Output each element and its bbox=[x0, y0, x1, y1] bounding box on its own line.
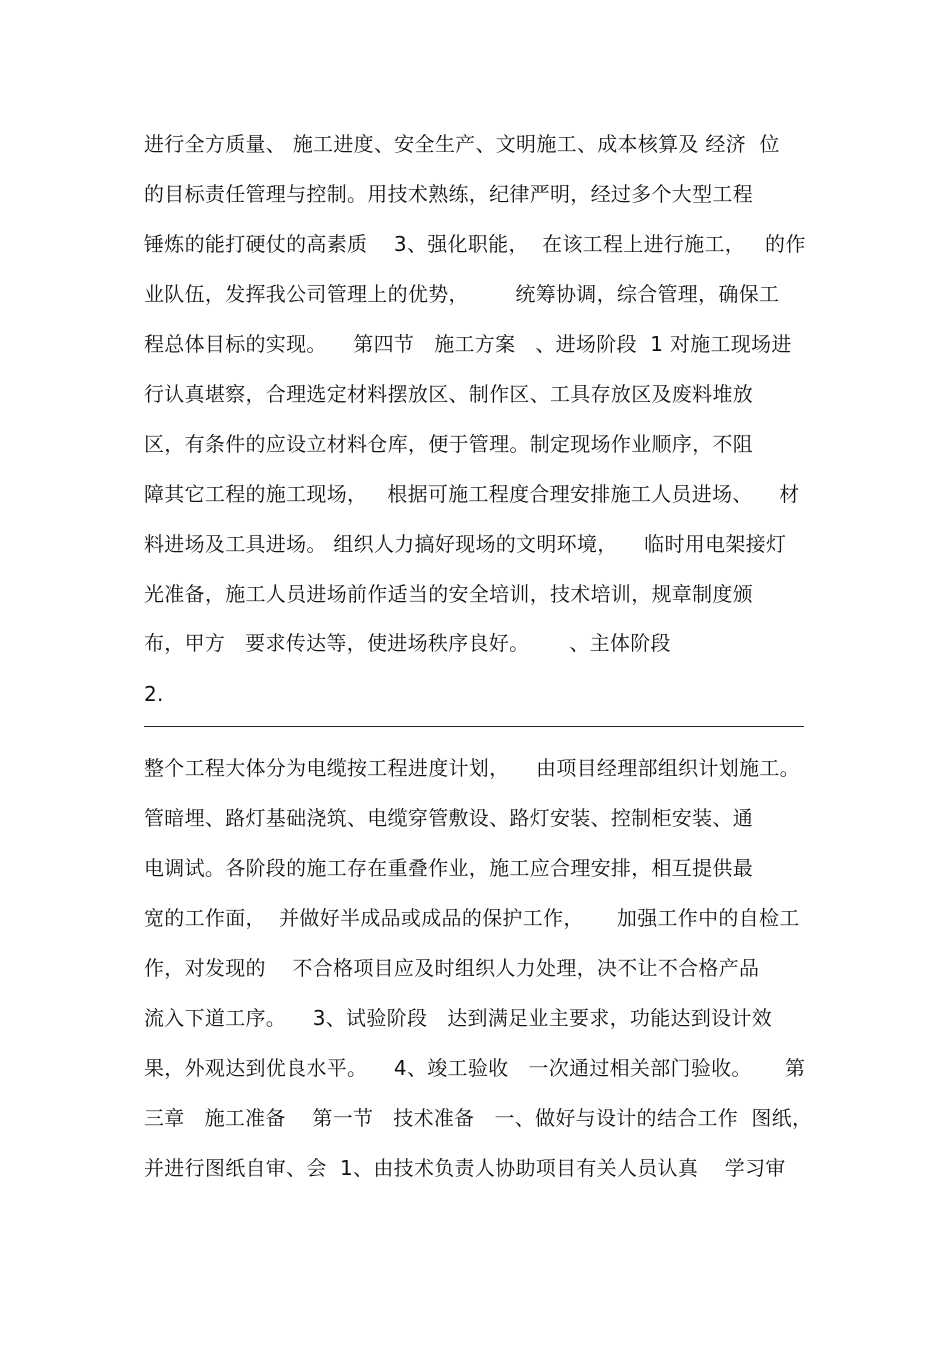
text-line: 行认真堪察，合理选定材料摆放区、制作区、工具存放区及废料堆放 bbox=[144, 382, 753, 406]
text-line: 宽的工作面， 并做好半成品或成品的保护工作， 加强工作中的自检工 bbox=[144, 906, 800, 930]
text-line: 2. bbox=[144, 682, 164, 706]
text-line: 流入下道工序。 3、试验阶段 达到满足业主要求，功能达到设计效 bbox=[144, 1006, 773, 1030]
text-line: 锤炼的能打硬仗的高素质 3、强化职能， 在该工程上进行施工， 的作 bbox=[144, 232, 806, 256]
text-line: 业队伍，发挥我公司管理上的优势， 统筹协调，综合管理，确保工 bbox=[144, 282, 780, 306]
text-line: 的目标责任管理与控制。用技术熟练，纪律严明，经过多个大型工程 bbox=[144, 182, 753, 206]
text-line: 布，甲方 要求传达等，使进场秩序良好。 、主体阶段 bbox=[144, 631, 671, 655]
text-line: 电调试。各阶段的施工存在重叠作业，施工应合理安排，相互提供最 bbox=[144, 856, 753, 880]
text-line: 障其它工程的施工现场， 根据可施工程度合理安排施工人员进场、 材 bbox=[144, 482, 800, 506]
text-line: 并进行图纸自审、会 1、由技术负责人协助项目有关人员认真 学习审 bbox=[144, 1156, 786, 1180]
text-line: 整个工程大体分为电缆按工程进度计划， 由项目经理部组织计划施工。 bbox=[144, 756, 800, 780]
text-line: 管暗埋、路灯基础浇筑、电缆穿管敷设、路灯安装、控制柜安装、通 bbox=[144, 806, 753, 830]
text-line: 区，有条件的应设立材料仓库，便于管理。制定现场作业顺序，不阻 bbox=[144, 432, 753, 456]
text-line: 三章 施工准备 第一节 技术准备 一、做好与设计的结合工作 图纸， bbox=[144, 1106, 813, 1130]
text-line: 作，对发现的 不合格项目应及时组织人力处理，决不让不合格产品 bbox=[144, 956, 760, 980]
text-line: 光准备，施工人员进场前作适当的安全培训，技术培训，规章制度颁 bbox=[144, 582, 753, 606]
text-line: 程总体目标的实现。 第四节 施工方案 、进场阶段 1 对施工现场进 bbox=[144, 332, 792, 356]
text-line: 进行全方质量、 施工进度、安全生产、文明施工、成本核算及 经济 位 bbox=[144, 132, 780, 156]
horizontal-divider bbox=[144, 726, 804, 727]
text-line: 料进场及工具进场。 组织人力搞好现场的文明环境， 临时用电架接灯 bbox=[144, 532, 787, 556]
text-line: 果，外观达到优良水平。 4、竣工验收 一次通过相关部门验收。 第 bbox=[144, 1056, 806, 1080]
